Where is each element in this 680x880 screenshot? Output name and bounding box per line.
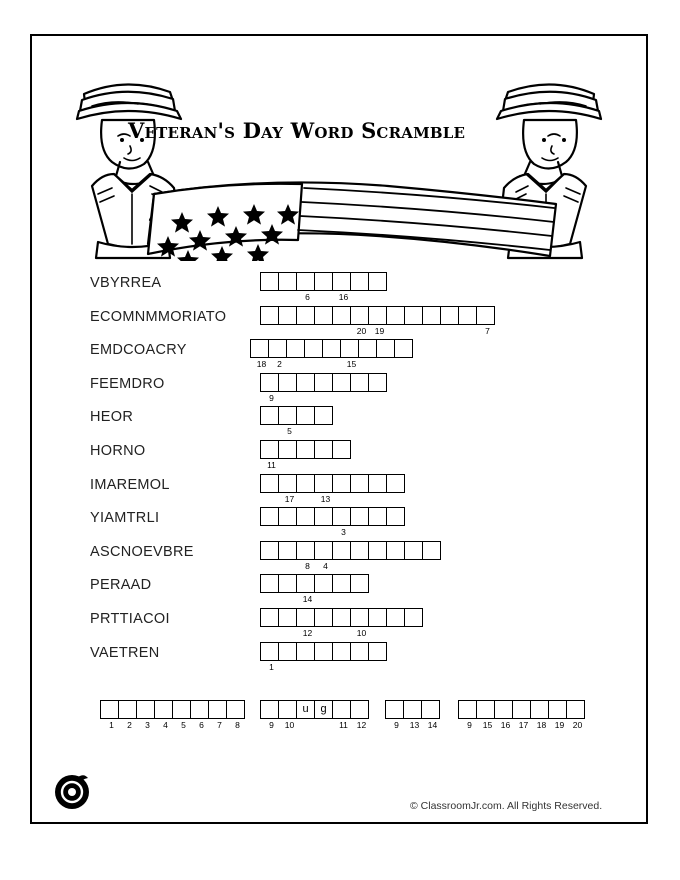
answer-box[interactable]	[260, 373, 279, 403]
page-title: Veteran's Day Word Scramble	[128, 118, 466, 143]
answer-box[interactable]	[332, 272, 351, 302]
box-number: 16	[338, 292, 349, 302]
scrambled-word: ASCNOEVBRE	[90, 543, 194, 560]
answer-box[interactable]	[350, 541, 369, 560]
answer-box[interactable]	[386, 474, 405, 493]
scramble-row	[60, 440, 620, 474]
answer-box[interactable]	[476, 306, 495, 336]
answer-box[interactable]	[278, 574, 297, 593]
answer-box[interactable]	[332, 608, 351, 627]
answer-box[interactable]	[278, 700, 297, 730]
answer-box[interactable]	[100, 700, 119, 730]
answer-box[interactable]	[296, 306, 315, 325]
box-number: 14	[427, 720, 438, 730]
answer-box[interactable]	[260, 574, 279, 593]
answer-box[interactable]	[340, 339, 359, 370]
answer-box-group[interactable]	[260, 608, 422, 638]
scramble-row	[60, 608, 620, 642]
box-number: 17	[518, 720, 529, 730]
scramble-row	[60, 507, 620, 541]
box-number: 17	[284, 493, 295, 504]
answer-strip[interactable]	[385, 700, 439, 730]
box-number: 20	[356, 325, 367, 336]
answer-box[interactable]	[314, 373, 333, 392]
answer-box[interactable]	[404, 306, 423, 325]
answer-box[interactable]	[278, 306, 297, 325]
box-number: 19	[374, 325, 385, 336]
scramble-row	[60, 574, 620, 608]
answer-box[interactable]	[296, 574, 315, 605]
answer-box[interactable]	[422, 306, 441, 325]
scrambled-word: ECOMNMMORIATO	[90, 308, 227, 325]
scramble-row	[60, 474, 620, 508]
box-number: 15	[346, 359, 357, 370]
answer-box-group[interactable]	[260, 440, 350, 470]
answer-box[interactable]	[350, 474, 369, 493]
answer-box[interactable]	[260, 507, 279, 526]
scrambled-word: VAETREN	[90, 644, 160, 661]
answer-box[interactable]	[314, 272, 333, 291]
answer-box[interactable]	[296, 541, 315, 571]
answer-box[interactable]	[278, 608, 297, 627]
answer-box[interactable]	[368, 608, 387, 627]
answer-box[interactable]	[296, 406, 315, 425]
box-number: 10	[284, 720, 295, 730]
scramble-row	[60, 306, 620, 340]
box-number: 6	[305, 292, 310, 302]
scrambled-word: IMAREMOL	[90, 476, 170, 493]
answer-box[interactable]	[260, 306, 279, 325]
answer-box[interactable]	[350, 608, 369, 638]
answer-box[interactable]	[458, 306, 477, 325]
scrambled-word: VBYRREA	[90, 275, 162, 291]
box-number: 7	[485, 325, 490, 336]
answer-box[interactable]	[386, 608, 405, 627]
scrambled-word: HORNO	[90, 442, 146, 459]
answer-box[interactable]	[422, 541, 441, 560]
scrambled-word: PERAAD	[90, 577, 152, 594]
answer-box[interactable]	[404, 608, 423, 627]
answer-box-group[interactable]	[260, 272, 386, 302]
answer-box-group[interactable]	[260, 574, 368, 605]
box-number: 5	[181, 720, 186, 730]
answer-box[interactable]	[250, 339, 269, 370]
answer-box[interactable]	[322, 339, 341, 358]
answer-box-group[interactable]	[260, 373, 386, 403]
box-number: 14	[302, 594, 313, 605]
answer-box-group[interactable]	[250, 339, 412, 370]
answer-box[interactable]	[314, 507, 333, 526]
box-number: 13	[409, 720, 420, 730]
answer-box[interactable]	[278, 541, 297, 560]
answer-box[interactable]	[314, 406, 333, 425]
box-number: 9	[269, 392, 274, 403]
answer-box[interactable]	[512, 700, 531, 730]
box-number: 9	[467, 720, 472, 730]
answer-box[interactable]	[118, 700, 137, 730]
answer-box[interactable]	[286, 339, 305, 358]
answer-box[interactable]	[296, 507, 315, 526]
box-number: 12	[302, 627, 313, 638]
answer-strip[interactable]	[260, 700, 368, 730]
answer-box[interactable]	[394, 339, 413, 358]
answer-box[interactable]	[368, 306, 387, 336]
box-number: 15	[482, 720, 493, 730]
box-number: 4	[163, 720, 168, 730]
box-number: 11	[339, 720, 348, 730]
answer-box[interactable]	[368, 474, 387, 493]
answer-box[interactable]	[350, 700, 369, 730]
answer-box[interactable]	[440, 306, 459, 325]
scramble-row-list	[60, 272, 620, 675]
answer-box[interactable]	[368, 642, 387, 661]
answer-box[interactable]	[332, 440, 351, 459]
box-number: 10	[356, 627, 367, 638]
box-number: 7	[217, 720, 222, 730]
answer-box[interactable]	[260, 700, 279, 730]
answer-box[interactable]	[314, 574, 333, 593]
scramble-row	[60, 272, 620, 306]
answer-box[interactable]	[386, 541, 405, 560]
scrambled-word: HEOR	[90, 409, 134, 426]
box-number: 19	[554, 720, 565, 730]
answer-box[interactable]	[358, 339, 377, 358]
box-number: 9	[269, 720, 274, 730]
answer-box[interactable]	[350, 507, 369, 526]
scramble-row	[60, 406, 620, 440]
answer-box[interactable]	[260, 541, 279, 560]
answer-box[interactable]	[260, 642, 279, 672]
answer-box[interactable]	[314, 608, 333, 627]
scrambled-word: FEEMDRO	[90, 375, 165, 392]
scrambled-word: YIAMTRLI	[90, 510, 160, 527]
answer-box[interactable]	[368, 373, 387, 392]
answer-box[interactable]	[296, 474, 315, 493]
answer-box[interactable]	[350, 306, 369, 336]
answer-box[interactable]	[314, 306, 333, 325]
box-number: 12	[356, 720, 367, 730]
answer-box[interactable]	[385, 700, 404, 730]
answer-box[interactable]	[350, 642, 369, 661]
answer-box[interactable]	[190, 700, 209, 730]
box-number: 1	[109, 720, 114, 730]
answer-box-group[interactable]	[260, 642, 386, 672]
answer-box[interactable]	[368, 272, 387, 291]
answer-box[interactable]	[332, 373, 351, 392]
answer-box[interactable]	[332, 306, 351, 325]
answer-box[interactable]	[386, 306, 405, 325]
box-number: 4	[323, 560, 328, 571]
box-number: 1	[269, 661, 274, 672]
answer-box[interactable]	[278, 272, 297, 291]
answer-box[interactable]	[278, 373, 297, 392]
box-number: 5	[287, 426, 292, 437]
answer-box[interactable]	[154, 700, 173, 730]
box-number: 8	[235, 720, 240, 730]
answer-box[interactable]	[314, 642, 333, 661]
answer-box[interactable]	[260, 608, 279, 627]
answer-box[interactable]	[226, 700, 245, 730]
answer-box[interactable]	[268, 339, 287, 370]
box-number: 9	[394, 720, 399, 730]
scramble-row	[60, 373, 620, 407]
answer-box[interactable]	[530, 700, 549, 730]
box-number: 16	[500, 720, 511, 730]
answer-box[interactable]	[421, 700, 440, 730]
answer-box[interactable]	[404, 541, 423, 560]
answer-box[interactable]	[458, 700, 477, 730]
answer-box[interactable]	[260, 406, 279, 425]
answer-box[interactable]	[296, 272, 315, 302]
answer-box-group[interactable]	[260, 306, 494, 336]
answer-box[interactable]	[260, 272, 279, 291]
answer-box-group[interactable]	[260, 406, 332, 437]
box-number: 6	[199, 720, 204, 730]
answer-box[interactable]	[278, 507, 297, 526]
answer-box[interactable]	[314, 474, 333, 504]
box-number: 3	[341, 527, 346, 538]
answer-box[interactable]	[296, 373, 315, 392]
answer-box[interactable]	[403, 700, 422, 730]
answer-box[interactable]	[314, 440, 333, 459]
answer-box[interactable]	[278, 406, 297, 437]
scrambled-word: EMDCOACRY	[90, 342, 187, 359]
answer-box[interactable]	[332, 700, 351, 730]
answer-strip[interactable]	[100, 700, 244, 730]
filled-letter: u	[302, 703, 309, 715]
answer-box[interactable]	[332, 574, 351, 593]
answer-box[interactable]	[172, 700, 191, 730]
scramble-row	[60, 642, 620, 676]
answer-box[interactable]	[278, 474, 297, 504]
answer-box[interactable]	[136, 700, 155, 730]
filled-letter: g	[320, 703, 327, 715]
box-number: 20	[572, 720, 583, 730]
box-number: 13	[320, 493, 331, 504]
answer-box[interactable]	[314, 700, 333, 719]
answer-box[interactable]	[296, 440, 315, 459]
copyright-notice: © ClassroomJr.com. All Rights Reserved.	[410, 800, 603, 812]
answer-box[interactable]	[296, 642, 315, 661]
answer-box[interactable]	[376, 339, 395, 358]
answer-box-group[interactable]	[260, 474, 404, 504]
answer-box-group[interactable]	[260, 507, 404, 538]
scramble-row	[60, 541, 620, 575]
box-number: 11	[267, 459, 276, 470]
answer-key-strips	[60, 700, 620, 746]
answer-box[interactable]	[350, 574, 369, 593]
answer-box[interactable]	[296, 700, 315, 719]
answer-box[interactable]	[368, 507, 387, 526]
answer-box[interactable]	[332, 642, 351, 661]
answer-box[interactable]	[260, 440, 279, 470]
answer-box[interactable]	[278, 642, 297, 661]
box-number: 3	[145, 720, 150, 730]
answer-box[interactable]	[296, 608, 315, 638]
box-number: 2	[277, 359, 282, 370]
answer-box-group[interactable]	[260, 541, 440, 571]
answer-box[interactable]	[368, 541, 387, 560]
answer-box[interactable]	[350, 373, 369, 392]
answer-box[interactable]	[304, 339, 323, 358]
box-number: 18	[536, 720, 547, 730]
answer-box[interactable]	[332, 541, 351, 560]
answer-box[interactable]	[278, 440, 297, 459]
classroomjr-logo	[52, 768, 96, 812]
box-number: 2	[127, 720, 132, 730]
answer-box[interactable]	[260, 474, 279, 493]
header-illustration	[32, 36, 646, 261]
answer-box[interactable]	[314, 541, 333, 571]
answer-box[interactable]	[494, 700, 513, 730]
answer-box[interactable]	[350, 272, 369, 291]
scramble-row	[60, 339, 620, 373]
answer-box[interactable]	[566, 700, 585, 730]
answer-box[interactable]	[332, 474, 351, 493]
answer-strip[interactable]	[458, 700, 584, 730]
answer-box[interactable]	[476, 700, 495, 730]
box-number: 18	[256, 359, 267, 370]
answer-box[interactable]	[208, 700, 227, 730]
answer-box[interactable]	[548, 700, 567, 730]
scrambled-word: PRTTIACOI	[90, 610, 170, 627]
box-number: 8	[305, 560, 310, 571]
answer-box[interactable]	[332, 507, 351, 538]
answer-box[interactable]	[386, 507, 405, 526]
